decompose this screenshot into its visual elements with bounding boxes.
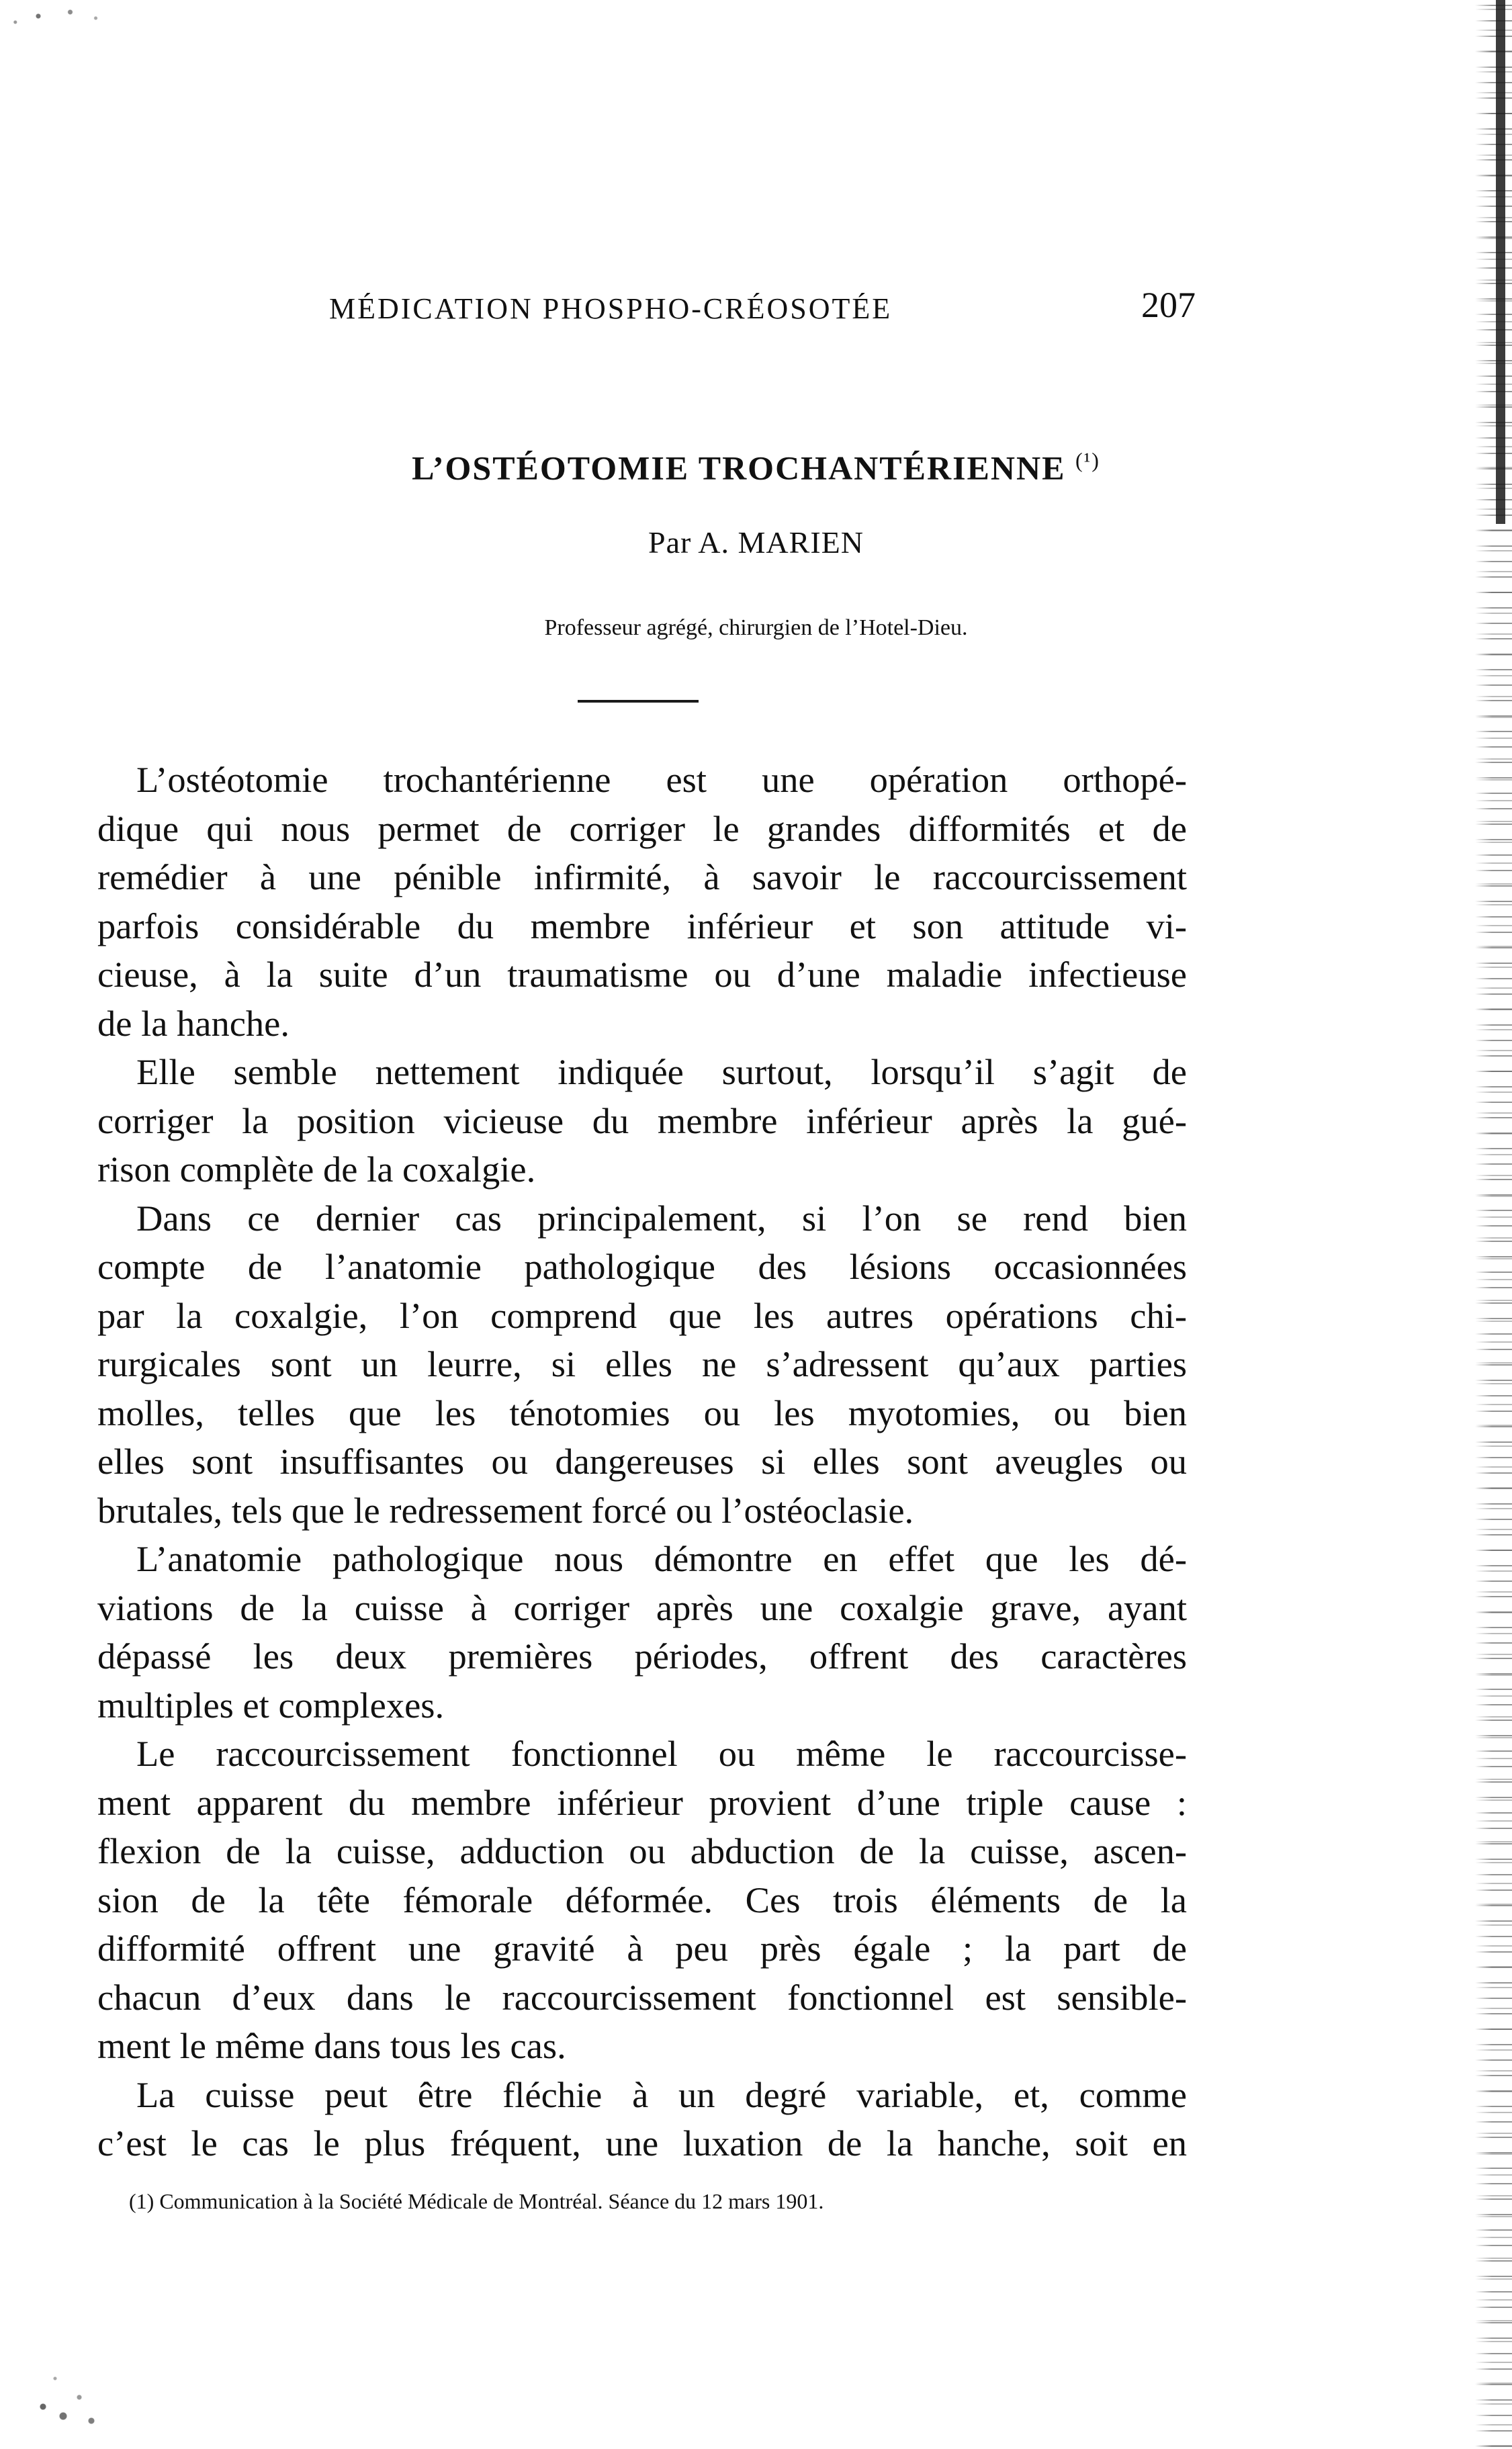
text-line: viations de la cuisse à corriger après une coxalgie grave, ayant <box>97 1587 1187 1628</box>
text-line: difformité offrent une gravité à peu près égale ; la part de <box>97 1928 1187 1969</box>
text-line: L’anatomie pathologique nous démontre en effet que les dé- <box>136 1538 1187 1579</box>
text-line: multiples et complexes. <box>97 1684 445 1726</box>
paragraph <box>97 2071 1187 2168</box>
text-line: cieuse, à la suite d’un traumatisme ou d’une maladie infectieuse <box>97 954 1187 995</box>
text-line: ment apparent du membre inférieur provient d’une triple cause : <box>97 1781 1187 1823</box>
running-header <box>329 285 1196 329</box>
text-line: sion de la tête fémorale déformée. Ces trois éléments de la <box>97 1879 1187 1920</box>
running-title: MÉDICATION PHOSPHO-CRÉOSOTÉE <box>329 292 893 325</box>
footnote: (1) Communication à la Société Médicale de Montréal. Séance du 12 mars 1901. <box>129 2189 824 2213</box>
title-divider <box>578 700 699 703</box>
text-line: par la coxalgie, l’on comprend que les autres opérations chi- <box>97 1294 1187 1336</box>
page-number: 207 <box>1141 285 1196 325</box>
article-title <box>0 437 1512 492</box>
text-line: de la hanche. <box>97 1002 290 1044</box>
byline: Par A. MARIEN <box>648 525 864 560</box>
text-line: molles, telles que les ténotomies ou les myotomies, ou bien <box>97 1392 1187 1433</box>
text-line: Elle semble nettement indiquée surtout, lorsqu’il s’agit de <box>136 1051 1187 1092</box>
text-line: remédier à une pénible infirmité, à savoir le raccourcissement <box>97 856 1187 897</box>
text-line: chacun d’eux dans le raccourcissement fonctionnel est sensible- <box>97 1976 1187 2018</box>
text-line: elles sont insuffisantes ou dangereuses si elles sont aveugles ou <box>97 1441 1187 1482</box>
text-line: Le raccourcissement fonctionnel ou même le raccourcisse- <box>136 1733 1187 1774</box>
text-line: flexion de la cuisse, adduction ou abduction de la cuisse, ascen- <box>97 1830 1187 1871</box>
text-line: compte de l’anatomie pathologique des lésions occasionnées <box>97 1246 1187 1287</box>
paragraph <box>97 1048 1187 1194</box>
author-affiliation: Professeur agrégé, chirurgien de l’Hotel-Dieu. <box>544 615 968 640</box>
text-line: rison complète de la coxalgie. <box>97 1149 536 1190</box>
text-line: L’ostéotomie trochantérienne est une opération orthopé- <box>136 759 1187 800</box>
text-line: dépassé les deux premières périodes, offrent des caractères <box>97 1636 1187 1677</box>
text-line: dique qui nous permet de corriger le grandes difformités et de <box>97 807 1187 849</box>
text-line: brutales, tels que le redressement forcé ou l’ostéoclasie. <box>97 1489 914 1531</box>
scan-speckle-bottom-left <box>27 2341 107 2435</box>
text-line: corriger la position vicieuse du membre inférieur après la gué- <box>97 1100 1187 1141</box>
article-body <box>97 756 1187 2168</box>
paragraph <box>97 756 1187 1048</box>
text-line: Dans ce dernier cas principalement, si l’on se rend bien <box>136 1197 1187 1239</box>
text-line: La cuisse peut être fléchie à un degré variable, et, comme <box>136 2074 1187 2115</box>
scan-speckle-top-left <box>0 0 128 40</box>
text-line: parfois considérable du membre inférieur et son attitude vi- <box>97 905 1187 946</box>
text-line: c’est le cas le plus fréquent, une luxation de la hanche, soit en <box>97 2123 1187 2164</box>
paragraph <box>97 1730 1187 2071</box>
text-line: ment le même dans tous les cas. <box>97 2025 566 2066</box>
paragraph <box>97 1194 1187 1535</box>
footnote-marker: (¹) <box>1075 448 1100 472</box>
paragraph <box>97 1535 1187 1730</box>
article-title-text: L’OSTÉOTOMIE TROCHANTÉRIENNE <box>412 449 1066 487</box>
text-line: rurgicales sont un leurre, si elles ne s’adressent qu’aux parties <box>97 1343 1187 1384</box>
